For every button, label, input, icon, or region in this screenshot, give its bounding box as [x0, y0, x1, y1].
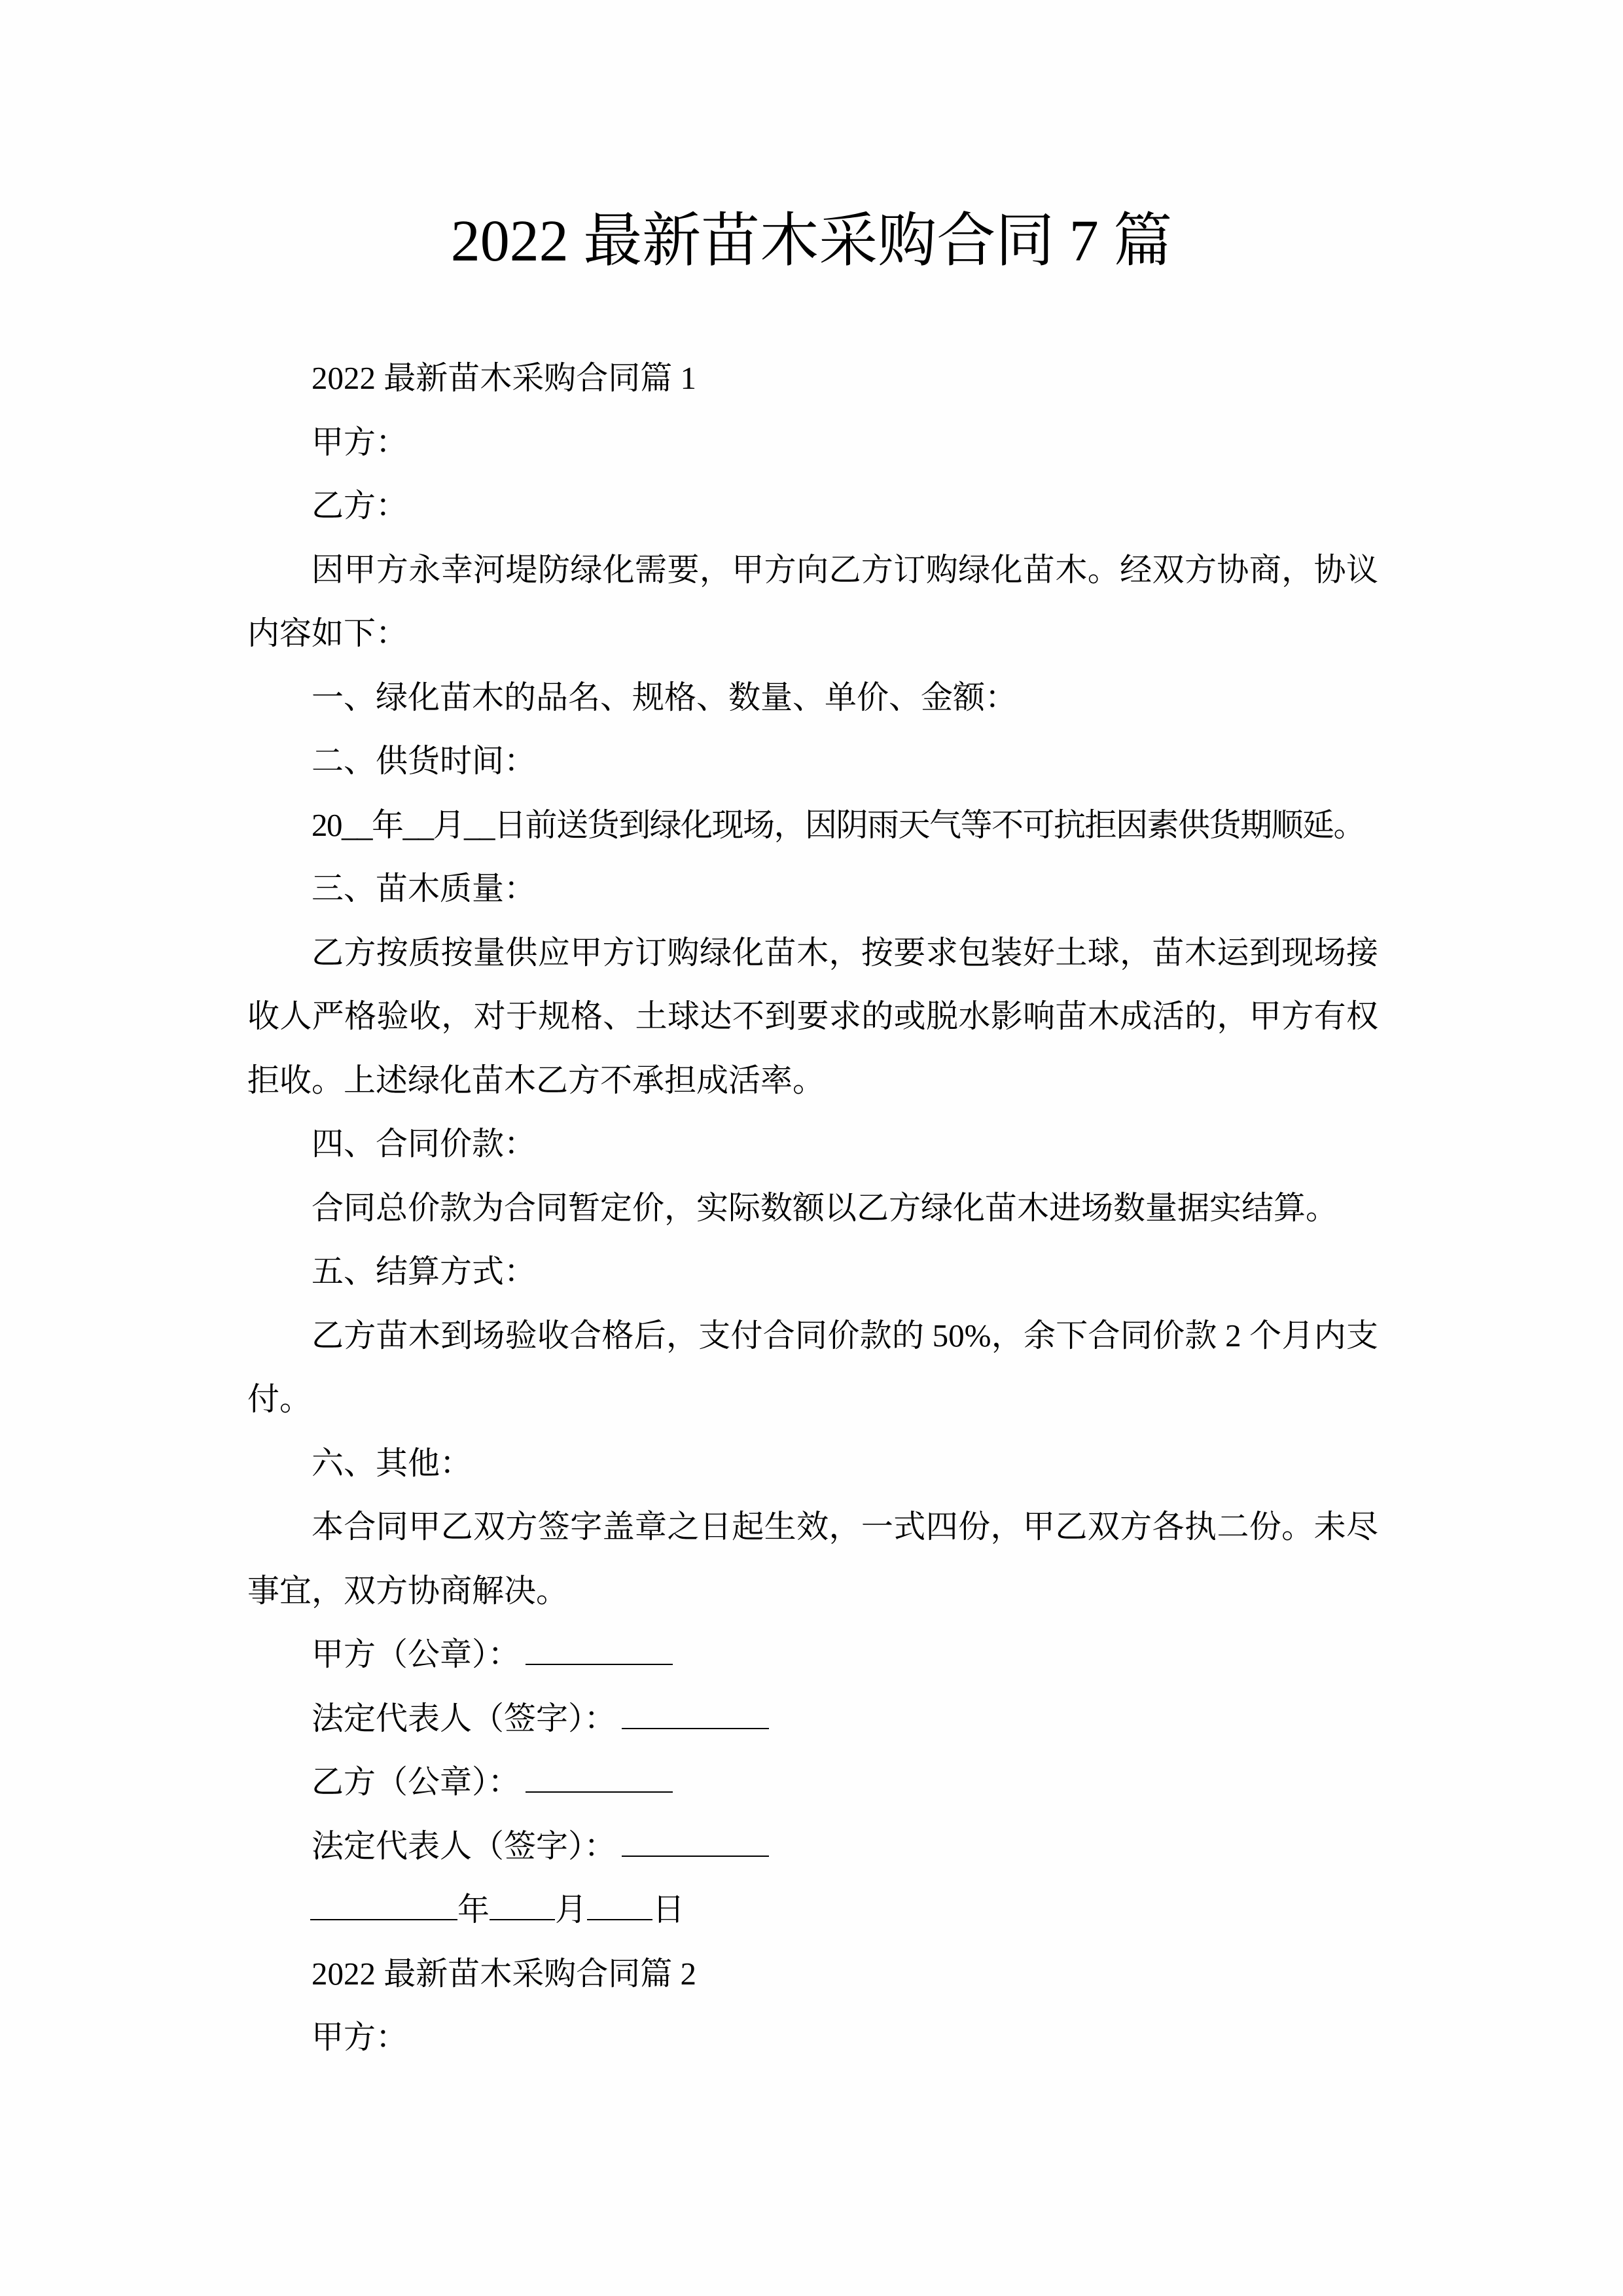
date-day-blank[interactable] — [587, 1893, 652, 1920]
party-b-seal-line — [247, 1750, 1378, 1814]
party-b-rep-blank[interactable] — [622, 1829, 769, 1857]
party-b-seal-blank[interactable] — [526, 1765, 673, 1793]
party-a-rep-label: 法定代表人（签字）： — [312, 1700, 616, 1736]
party-b-label: 乙方： — [312, 488, 408, 524]
date-day-label: 日 — [652, 1892, 685, 1928]
clause-heading: 三、苗木质量： — [312, 870, 537, 906]
party-a-rep-blank[interactable] — [622, 1702, 769, 1729]
date-month-blank[interactable] — [490, 1893, 555, 1920]
party-a-seal-line — [247, 1623, 1378, 1687]
clause-heading: 五、结算方式： — [312, 1253, 537, 1289]
clause-heading: 六、其他： — [312, 1444, 473, 1481]
clause-heading: 一、绿化苗木的品名、规格、数量、单价、金额： — [312, 679, 1018, 715]
clause-heading: 二、供货时间： — [312, 743, 537, 779]
section-heading: 2022 最新苗木采购合同篇 1 — [312, 360, 697, 396]
party-a-seal-label: 甲方（公章）： — [312, 1636, 520, 1672]
party-a-seal-blank[interactable] — [526, 1638, 673, 1665]
date-year-blank[interactable] — [310, 1893, 457, 1920]
clause-text: 20__年__月__日前送货到绿化现场，因阴雨天气等不可抗拒因素供货期顺延。 — [312, 806, 1365, 843]
section-heading: 2022 最新苗木采购合同篇 2 — [312, 1955, 697, 1992]
party-a-label: 甲方： — [312, 2019, 408, 2055]
document-body — [247, 346, 1378, 2070]
clause-text: 乙方苗木到场验收合格后，支付合同价款的 50%，余下合同价款 2 个月内支付。 — [247, 1317, 1378, 1417]
clause-heading: 四、合同价款： — [312, 1126, 537, 1162]
clause-text: 合同总价款为合同暂定价，实际数额以乙方绿化苗木进场数量据实结算。 — [312, 1189, 1338, 1226]
date-year-label: 年 — [457, 1892, 490, 1928]
signature-date-line — [247, 1878, 1378, 1942]
clause-text: 乙方按质按量供应甲方订购绿化苗木，按要求包装好土球，苗木运到现场接收人严格验收，对于规格、土球达不到要求的或脱水影响苗木成活的，甲方有权拒收。上述绿化苗木乙方不承担成活率。 — [247, 934, 1378, 1098]
clause-text: 本合同甲乙双方签字盖章之日起生效，一式四份，甲乙双方各执二份。未尽事宜，双方协商解决。 — [247, 1509, 1378, 1609]
party-b-rep-label: 法定代表人（签字）： — [312, 1827, 616, 1864]
document-title: 2022 最新苗木采购合同 7 篇 — [450, 209, 1173, 274]
party-a-label: 甲方： — [312, 423, 408, 460]
intro-paragraph: 因甲方永幸河堤防绿化需要，甲方向乙方订购绿化苗木。经双方协商，协议内容如下： — [247, 551, 1378, 651]
party-b-rep-line — [247, 1814, 1378, 1878]
party-b-seal-label: 乙方（公章）： — [312, 1764, 520, 1800]
date-month-label: 月 — [555, 1892, 588, 1928]
party-a-rep-line — [247, 1687, 1378, 1751]
